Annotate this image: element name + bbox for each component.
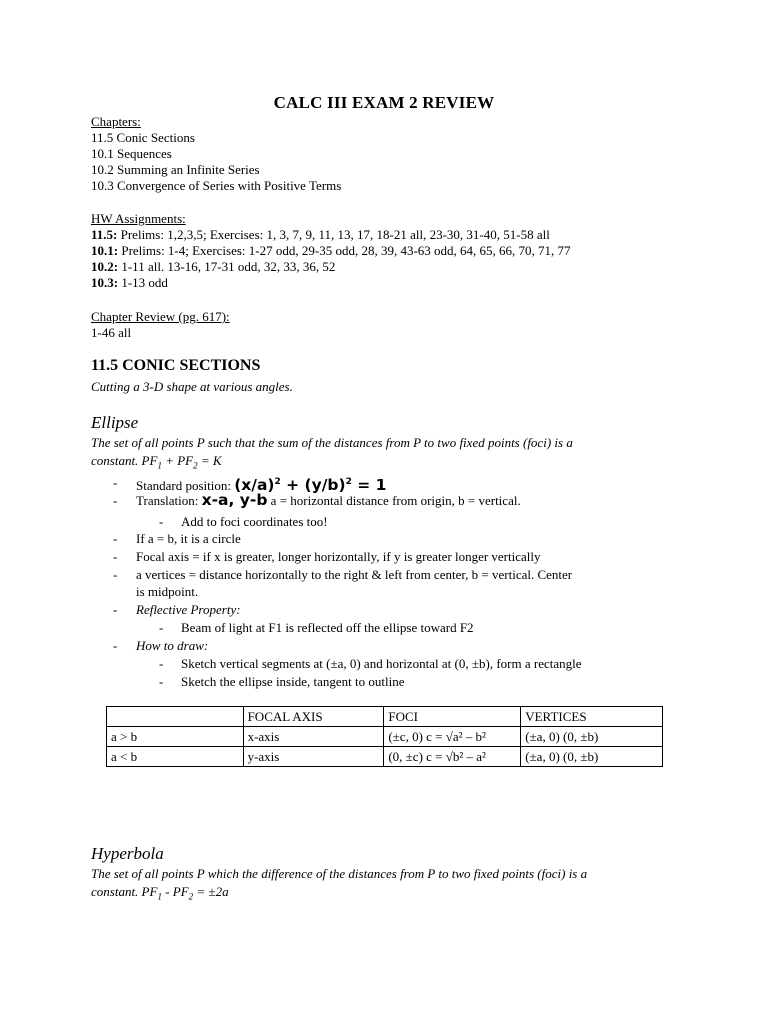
ellipse-heading: Ellipse bbox=[91, 413, 139, 432]
table-row bbox=[107, 747, 663, 767]
formula-part: = 1 bbox=[351, 476, 387, 495]
ellipse-definition-line bbox=[91, 452, 681, 475]
superscript: 2 bbox=[345, 477, 352, 487]
hw-item-label: 11.5: bbox=[91, 227, 118, 242]
hw-item-label: 10.2: bbox=[91, 259, 119, 274]
hw-item bbox=[91, 275, 168, 291]
table-cell: a < b bbox=[107, 747, 244, 767]
list-item-text: a vertices = distance horizontally to the right & left from center, b = vertical. Center bbox=[136, 567, 573, 582]
subscript: 2 bbox=[193, 460, 198, 471]
hw-item-label: 10.3: bbox=[91, 275, 119, 290]
bullet-dash: - bbox=[113, 567, 118, 582]
formula-part: (x/a) bbox=[234, 476, 275, 495]
table-row bbox=[107, 727, 663, 747]
ellipse-table bbox=[106, 706, 663, 767]
table-header-row bbox=[107, 707, 663, 727]
table-cell: (±c, 0) c = √a² – b² bbox=[384, 727, 521, 747]
table-cell: a > b bbox=[107, 727, 244, 747]
hw-item bbox=[91, 227, 550, 243]
hyperbola-heading: Hyperbola bbox=[91, 844, 164, 863]
hw-item-text: Prelims: 1,2,3,5; Exercises: 1, 3, 7, 9, 11, 13, 17, 18-21 all, 23-30, 31-40, 51-58 all bbox=[117, 227, 550, 242]
chapters-heading: Chapters: bbox=[91, 114, 141, 129]
chapter-item: 10.1 Sequences bbox=[91, 146, 172, 161]
formula-part: + (y/b) bbox=[280, 476, 346, 495]
table-header-cell: FOCI bbox=[384, 707, 521, 727]
hw-item bbox=[91, 259, 335, 275]
section-subtitle: Cutting a 3-D shape at various angles. bbox=[91, 379, 293, 394]
hw-item-text: 1-11 all. 13-16, 17-31 odd, 32, 33, 36, 52 bbox=[118, 259, 336, 274]
superscript: 2 bbox=[274, 477, 281, 487]
definition-text: = K bbox=[197, 453, 222, 468]
list-item-text: Beam of light at F1 is reflected off the ellipse toward F2 bbox=[181, 620, 474, 635]
section-heading: 11.5 CONIC SECTIONS bbox=[91, 357, 261, 374]
list-item-text: a = horizontal distance from origin, b = vertical. bbox=[267, 493, 521, 508]
bullet-dash: - bbox=[159, 514, 164, 529]
review-heading: Chapter Review (pg. 617): bbox=[91, 309, 230, 324]
chapter-item: 10.3 Convergence of Series with Positive Terms bbox=[91, 178, 342, 193]
table-header-cell bbox=[107, 707, 244, 727]
subscript: 1 bbox=[157, 460, 162, 471]
review-text: 1-46 all bbox=[91, 325, 132, 340]
hw-item bbox=[91, 243, 571, 259]
page-title: CALC III EXAM 2 REVIEW bbox=[273, 93, 495, 112]
table-cell: (±a, 0) (0, ±b) bbox=[521, 747, 663, 767]
list-item-text bbox=[136, 492, 521, 509]
table-header-cell: VERTICES bbox=[521, 707, 663, 727]
list-item-text: Reflective Property: bbox=[136, 602, 241, 617]
list-item-text: Focal axis = if x is greater, longer horizontally, if y is greater longer vertically bbox=[136, 549, 541, 564]
bullet-dash: - bbox=[159, 620, 164, 635]
table-cell: x-axis bbox=[243, 727, 384, 747]
label: Standard position: bbox=[136, 478, 235, 494]
bullet-dash: - bbox=[113, 638, 118, 653]
definition-text: = ±2a bbox=[193, 884, 229, 899]
hw-item-label: 10.1: bbox=[91, 243, 119, 258]
definition-text: constant. PF bbox=[91, 453, 158, 468]
ellipse-definition bbox=[91, 434, 681, 475]
hw-item-text: Prelims: 1-4; Exercises: 1-27 odd, 29-35 odd, 28, 39, 43-63 odd, 64, 65, 66, 70, 71, 77 bbox=[118, 243, 571, 258]
list-item-text: Sketch vertical segments at (±a, 0) and horizontal at (0, ±b), form a rectangle bbox=[181, 656, 582, 671]
hyperbola-definition bbox=[91, 865, 681, 906]
bullet-dash: - bbox=[113, 493, 118, 508]
list-item-text: Sketch the ellipse inside, tangent to outline bbox=[181, 674, 405, 689]
definition-text: constant. PF bbox=[91, 884, 158, 899]
translation-formula: x-a, y-b bbox=[201, 491, 268, 509]
bullet-dash: - bbox=[113, 602, 118, 617]
label: Translation: bbox=[136, 493, 202, 508]
bullet-dash: - bbox=[159, 656, 164, 671]
list-item-text: is midpoint. bbox=[136, 584, 199, 599]
bullet-dash: - bbox=[113, 549, 118, 564]
subscript: 2 bbox=[188, 891, 194, 902]
chapter-item: 11.5 Conic Sections bbox=[91, 130, 195, 145]
subscript: 1 bbox=[157, 891, 162, 902]
table-cell: (0, ±c) c = √b² – a² bbox=[384, 747, 521, 767]
table-cell: y-axis bbox=[243, 747, 384, 767]
definition-text: - PF bbox=[161, 884, 189, 899]
bullet-dash: - bbox=[113, 475, 118, 490]
list-item-text: Add to foci coordinates too! bbox=[181, 514, 328, 529]
list-item-text: How to draw: bbox=[136, 638, 209, 653]
table-cell: (±a, 0) (0, ±b) bbox=[521, 727, 663, 747]
definition-text: + PF bbox=[161, 453, 194, 468]
chapter-item: 10.2 Summing an Infinite Series bbox=[91, 162, 260, 177]
ellipse-definition-line: The set of all points P such that the sum of the distances from P to two fixed points (foci) is a bbox=[91, 435, 573, 450]
bullet-dash: - bbox=[159, 674, 164, 689]
hyperbola-definition-line: The set of all points P which the difference of the distances from P to two fixed points (foci) is a bbox=[91, 866, 588, 881]
bullet-dash: - bbox=[113, 531, 118, 546]
hyperbola-definition-line bbox=[91, 883, 681, 906]
hw-heading: HW Assignments: bbox=[91, 211, 186, 226]
table-header-cell: FOCAL AXIS bbox=[243, 707, 384, 727]
list-item-text: If a = b, it is a circle bbox=[136, 531, 241, 546]
hw-item-text: 1-13 odd bbox=[118, 275, 168, 290]
